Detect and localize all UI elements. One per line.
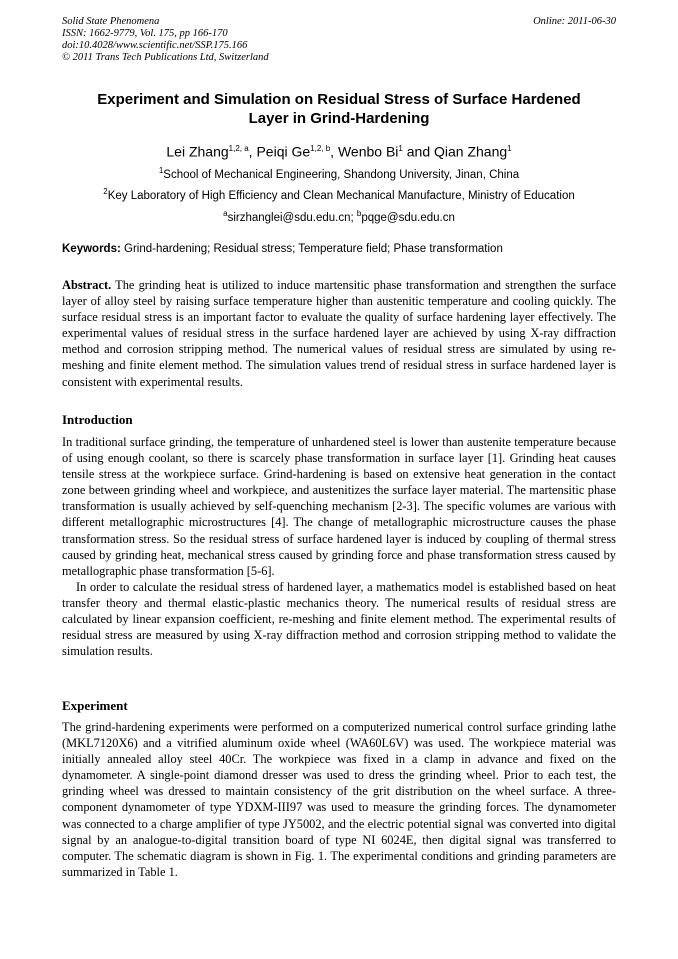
author-name: Wenbo Bi: [337, 143, 399, 160]
keywords-text: Grind-hardening; Residual stress; Temperature field; Phase transformation: [124, 243, 503, 255]
author-affiliation-marker: 1: [398, 144, 403, 153]
author-separator: ,: [330, 143, 338, 160]
author-affiliation-marker: 1: [507, 144, 512, 153]
affiliation-text: School of Mechanical Engineering, Shandong University, Jinan, China: [163, 168, 520, 181]
experiment-body: [62, 719, 616, 880]
author-affiliation-marker: 1,2, b: [310, 144, 331, 153]
journal-name: Solid State Phenomena: [62, 16, 160, 27]
issn-line: ISSN: 1662-9779, Vol. 175, pp 166-170: [62, 28, 228, 39]
affiliation-marker: 2: [103, 187, 108, 196]
experiment-paragraph-1: The grind-hardening experiments were performed on a computerized numerical control surface grinding lathe (MKL7120X6) and a vitrified aluminum oxide wheel (WA60L6V) was used. The workpiece material was initially annealed alloy steel 40Cr. The workpiece was fixed in a clamp in advance and fixed on the dynamometer. A single-point diamond dresser was used to dress the grinding wheel. Prior to each test, the grinding wheel was dressed to maintain consistency of the grit distribution on the wheel surface. A three-component dynamometer of type YDXM-III97 was used to measure the grinding forces. The dynamometer was connected to a charge amplifier of type JY5002, and the electric potential signal was converted into digital signal by an analogue-to-digital transition board of type NI 6024E, then digital signal was transferred to computer. The schematic diagram is shown in Fig. 1. The experimental conditions and grinding parameters are summarized in Table 1.: [62, 720, 616, 879]
title-line-1: Experiment and Simulation on Residual Stress of Surface Hardened: [97, 91, 581, 108]
journal-header: [62, 16, 616, 64]
affiliation-1: [62, 164, 616, 182]
affiliation-marker: 1: [158, 166, 164, 175]
affiliation-text: Key Laboratory of High Efficiency and Clean Mechanical Manufacture, Ministry of Education: [107, 189, 575, 202]
title-line-2: Layer in Grind-Hardening: [248, 110, 430, 127]
experiment-heading: Experiment: [62, 698, 128, 713]
doi-line: doi:10.4028/www.scientific.net/SSP.175.166: [62, 40, 248, 51]
abstract-text: The grinding heat is utilized to induce martensitic phase transformation and strengthen the surface layer of alloy steel by raising surface temperature higher than austenitic temperature and cooling quickly. The surface residual stress is an important factor to evaluate the quality of surface hardening layer effectively. The experimental values of residual stress in the surface hardened layer are achieved by using X-ray diffraction method and corrosion stripping method. The numerical values of residual stress are simulated by using re-meshing and finite element method. The simulation values trend of residual stress in surface hardened layer is consistent with experimental results.: [62, 278, 616, 389]
abstract: [62, 277, 616, 390]
abstract-label: Abstract.: [62, 278, 112, 292]
author-name: Peiqi Ge: [256, 143, 311, 160]
affiliation-2: [62, 185, 616, 203]
author-separator: and: [402, 143, 434, 160]
email-marker: a: [223, 209, 228, 218]
keywords: [62, 242, 616, 256]
author-affiliation-marker: 1,2, a: [228, 144, 249, 153]
author-name: Qian Zhang: [434, 143, 508, 160]
email-b: pqge@sdu.edu.cn: [361, 211, 455, 224]
paper-title: [62, 90, 616, 128]
author-list: [62, 140, 616, 161]
email-marker: b: [356, 209, 362, 218]
author-name: Lei Zhang: [166, 143, 229, 160]
introduction-paragraph-1: In traditional surface grinding, the temperature of unhardened steel is lower than austenite temperature because of using enough coolant, so there is scarcely phase transformation in surface layer [1]. Grinding heat causes tensile stress at the workpiece surface. Grind-hardening is based on extensive heat generation in the contact zone between grinding wheel and workpiece, and austenitizes the surface layer material. The martensitic phase transformation is usually achieved by self-quenching mechanism [2-3]. The specific volumes are various with different metallographic microstructures [4]. The change of metallographic microstructure causes the phase transformation stress. So the residual stress of surface hardened layer is induced by coupling of thermal stress caused by grinding heat, mechanical stress caused by grinding force and phase transformation stress caused by metallographic phase transformation [5-6].: [62, 435, 616, 578]
author-separator: ,: [248, 143, 257, 160]
online-date: Online: 2011-06-30: [533, 16, 616, 27]
keywords-label: Keywords:: [62, 243, 121, 255]
introduction-body: [62, 434, 616, 659]
introduction-heading: Introduction: [62, 412, 133, 427]
email-a: sirzhanglei@sdu.edu.cn;: [227, 211, 354, 224]
copyright-line: © 2011 Trans Tech Publications Ltd, Switzerland: [62, 52, 269, 63]
author-emails: [62, 207, 616, 225]
introduction-paragraph-2: In order to calculate the residual stress of hardened layer, a mathematics model is established based on heat transfer theory and thermal elastic-plastic mechanics theory. The numerical results of residual stress are calculated by linear expansion coefficient, re-meshing and finite element method. The experimental results of residual stress are measured by using X-ray diffraction method and corrosion stripping method to validate the simulation results.: [62, 579, 616, 659]
